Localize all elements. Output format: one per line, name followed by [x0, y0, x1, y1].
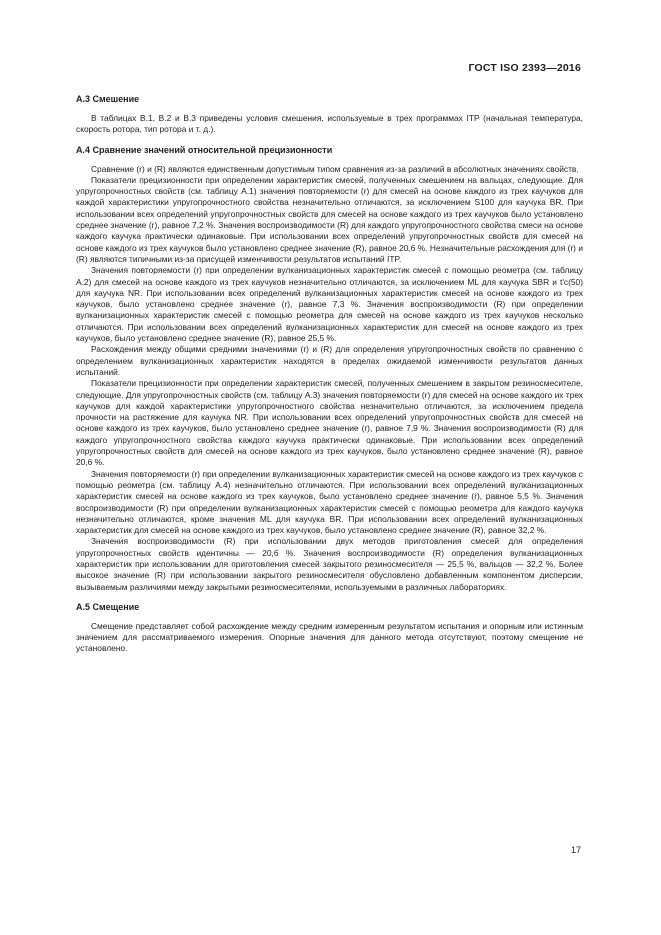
paragraph: Значения повторяемости (r) при определении вулканизационных характеристик смесей на основе каждого из трех каучуков с помощью реометра (см. таблицу А.4) незначительно отличаются. При использовании всех определений вулканизационных характеристик смесей на основе каждого из трех каучуков, было установлено среднее значение (r), равное 5,5 %. Значения воспроизводимости (R) при определении вулканизационных характеристик смесей с помощью реометра для каждого каучука незначительно отличаются, кроме значения ML для каучука BR. При использовании всех определений вулканизационных характеристик для смесей на основе каждого из трех каучуков, было установлено среднее значение (R), равное 32,2 %. — [76, 468, 583, 536]
paragraph: Значения повторяемости (r) при определении вулканизационных характеристик смесей с помощью реометра (см. таблицу А.2) для смесей на основе каждого из трех каучуков незначительно отличаются, за исключением ML для каучука SBR и t'c(50) для каучука NR. При использовании всех определений вулканизационных характеристик смесей на основе каждого из трех каучуков, было установлено среднее значение (r), равное 7,3 %. Значения воспроизводимости (R) при определении вулканизационных характеристик смесей с помощью реометра для смесей на основе каждого из трех каучуков несколько отличаются. При использовании всех определений вулканизационных характеристик для смесей на основе каждого из трех каучуков, было установлено среднее значение (R), равное 25,5 %. — [76, 265, 583, 344]
document-id: ГОСТ ISO 2393—2016 — [468, 62, 581, 74]
section-title: А.4 Сравнение значений относительной прецизионности — [76, 144, 333, 155]
paragraph: Показатели прецизионности при определении характеристик смесей, полученных смешением в закрытом резиносмесителе, следующие. Для упругопрочностных свойств (см. таблицу А.3) значения повторяемости (r) для смесей на основе каждого их трех каучуков для каждой характеристики упругопрочностного свойства незначительно отличаются, за исключением предела прочности на растяжение для каучука NR. При использовании всех определений упругопрочностных свойств для смесей на основе каждого из трех каучуков, было установлено среднее значение (r), равное 7,9 %. Значения воспроизводимости (R) для каждого упругопрочностного свойства каждого каучука практически одинаковые. При использовании всех определений упругопрочностных свойств для смесей на основе каждого из трех каучуков, было установлено среднее значение (R), равное 20,6 %. — [76, 378, 583, 468]
section-title: А.5 Смещение — [76, 601, 140, 612]
section-a4 — [76, 145, 583, 593]
paragraph: Показатели прецизионности при определении характеристик смесей, полученных смешением на вальцах, следующие. Для упругопрочностных свойств (см. таблицу А.1) значения повторяемости (r) для смесей на основе каждого из трех каучуков для каждой характеристики упругопрочностного свойства незначительно отличаются, за исключением S100 для каучука BR. При использовании всех определений упругопрочностных свойств для смесей на основе каждого из трех каучуков было установлено среднее значение (r), равное 7,2 %. Значения воспроизводимости (R) для каждого упругопрочностного свойства смеси на основе каждого каучука практически одинаковые. При использовании всех определений упругопрочностных свойств для смесей на основе каждого из трех каучуков было установлено среднее значение (R), равное 20,6 %. Незначительные расхождения для (r) и (R) являются типичными из-за присущей изменчивости результатов испытаний ITP. — [76, 174, 583, 264]
paragraph: Значения воспроизводимости (R) при использовании двух методов приготовления смесей для определения упругопрочностных свойств идентичны — 20,6 %. Значения воспроизводимости (R) определения вулканизационных характеристик при использовании для приготовления смесей закрытого резиносмесителя — 25,5 %, вальцов — 32,2 %. Более высокое значение (R) при использовании закрытого резиносмесителя обусловлено добавленным компонентом дисперсии, вызываемым различиями между закрытыми резиносмесителями, используемыми в различных лабораториях. — [76, 536, 583, 592]
paragraph: В таблицах В.1, В.2 и В.3 приведены условия смешения, используемые в трех программах ITP (начальная температура, скорость ротора, тип ротора и т. д.). — [76, 113, 583, 135]
section-a3 — [76, 94, 583, 136]
section-title: А.3 Смешение — [76, 94, 140, 104]
section-a5 — [76, 602, 583, 655]
page-content — [76, 94, 583, 664]
page-number: 17 — [570, 845, 581, 855]
paragraph: Сравнение (r) и (R) являются единственным допустимым типом сравнения из-за различий в абсолютных значениях свойств. — [91, 163, 579, 174]
paragraph: Расхождения между общими средними значениями (r) и (R) для определения упругопрочностных свойств по сравнению с определением вулканизационных характеристик находятся в пределах ожидаемой изменчивости результатов данных испытаний. — [76, 344, 583, 377]
paragraph: Смещение представляет собой расхождение между средним измеренным результатом испытания и опорным или истинным значением для рассматриваемого измерения. Опорные значения для данного метода отсутствуют, поэтому смещение не установлено. — [76, 620, 583, 654]
